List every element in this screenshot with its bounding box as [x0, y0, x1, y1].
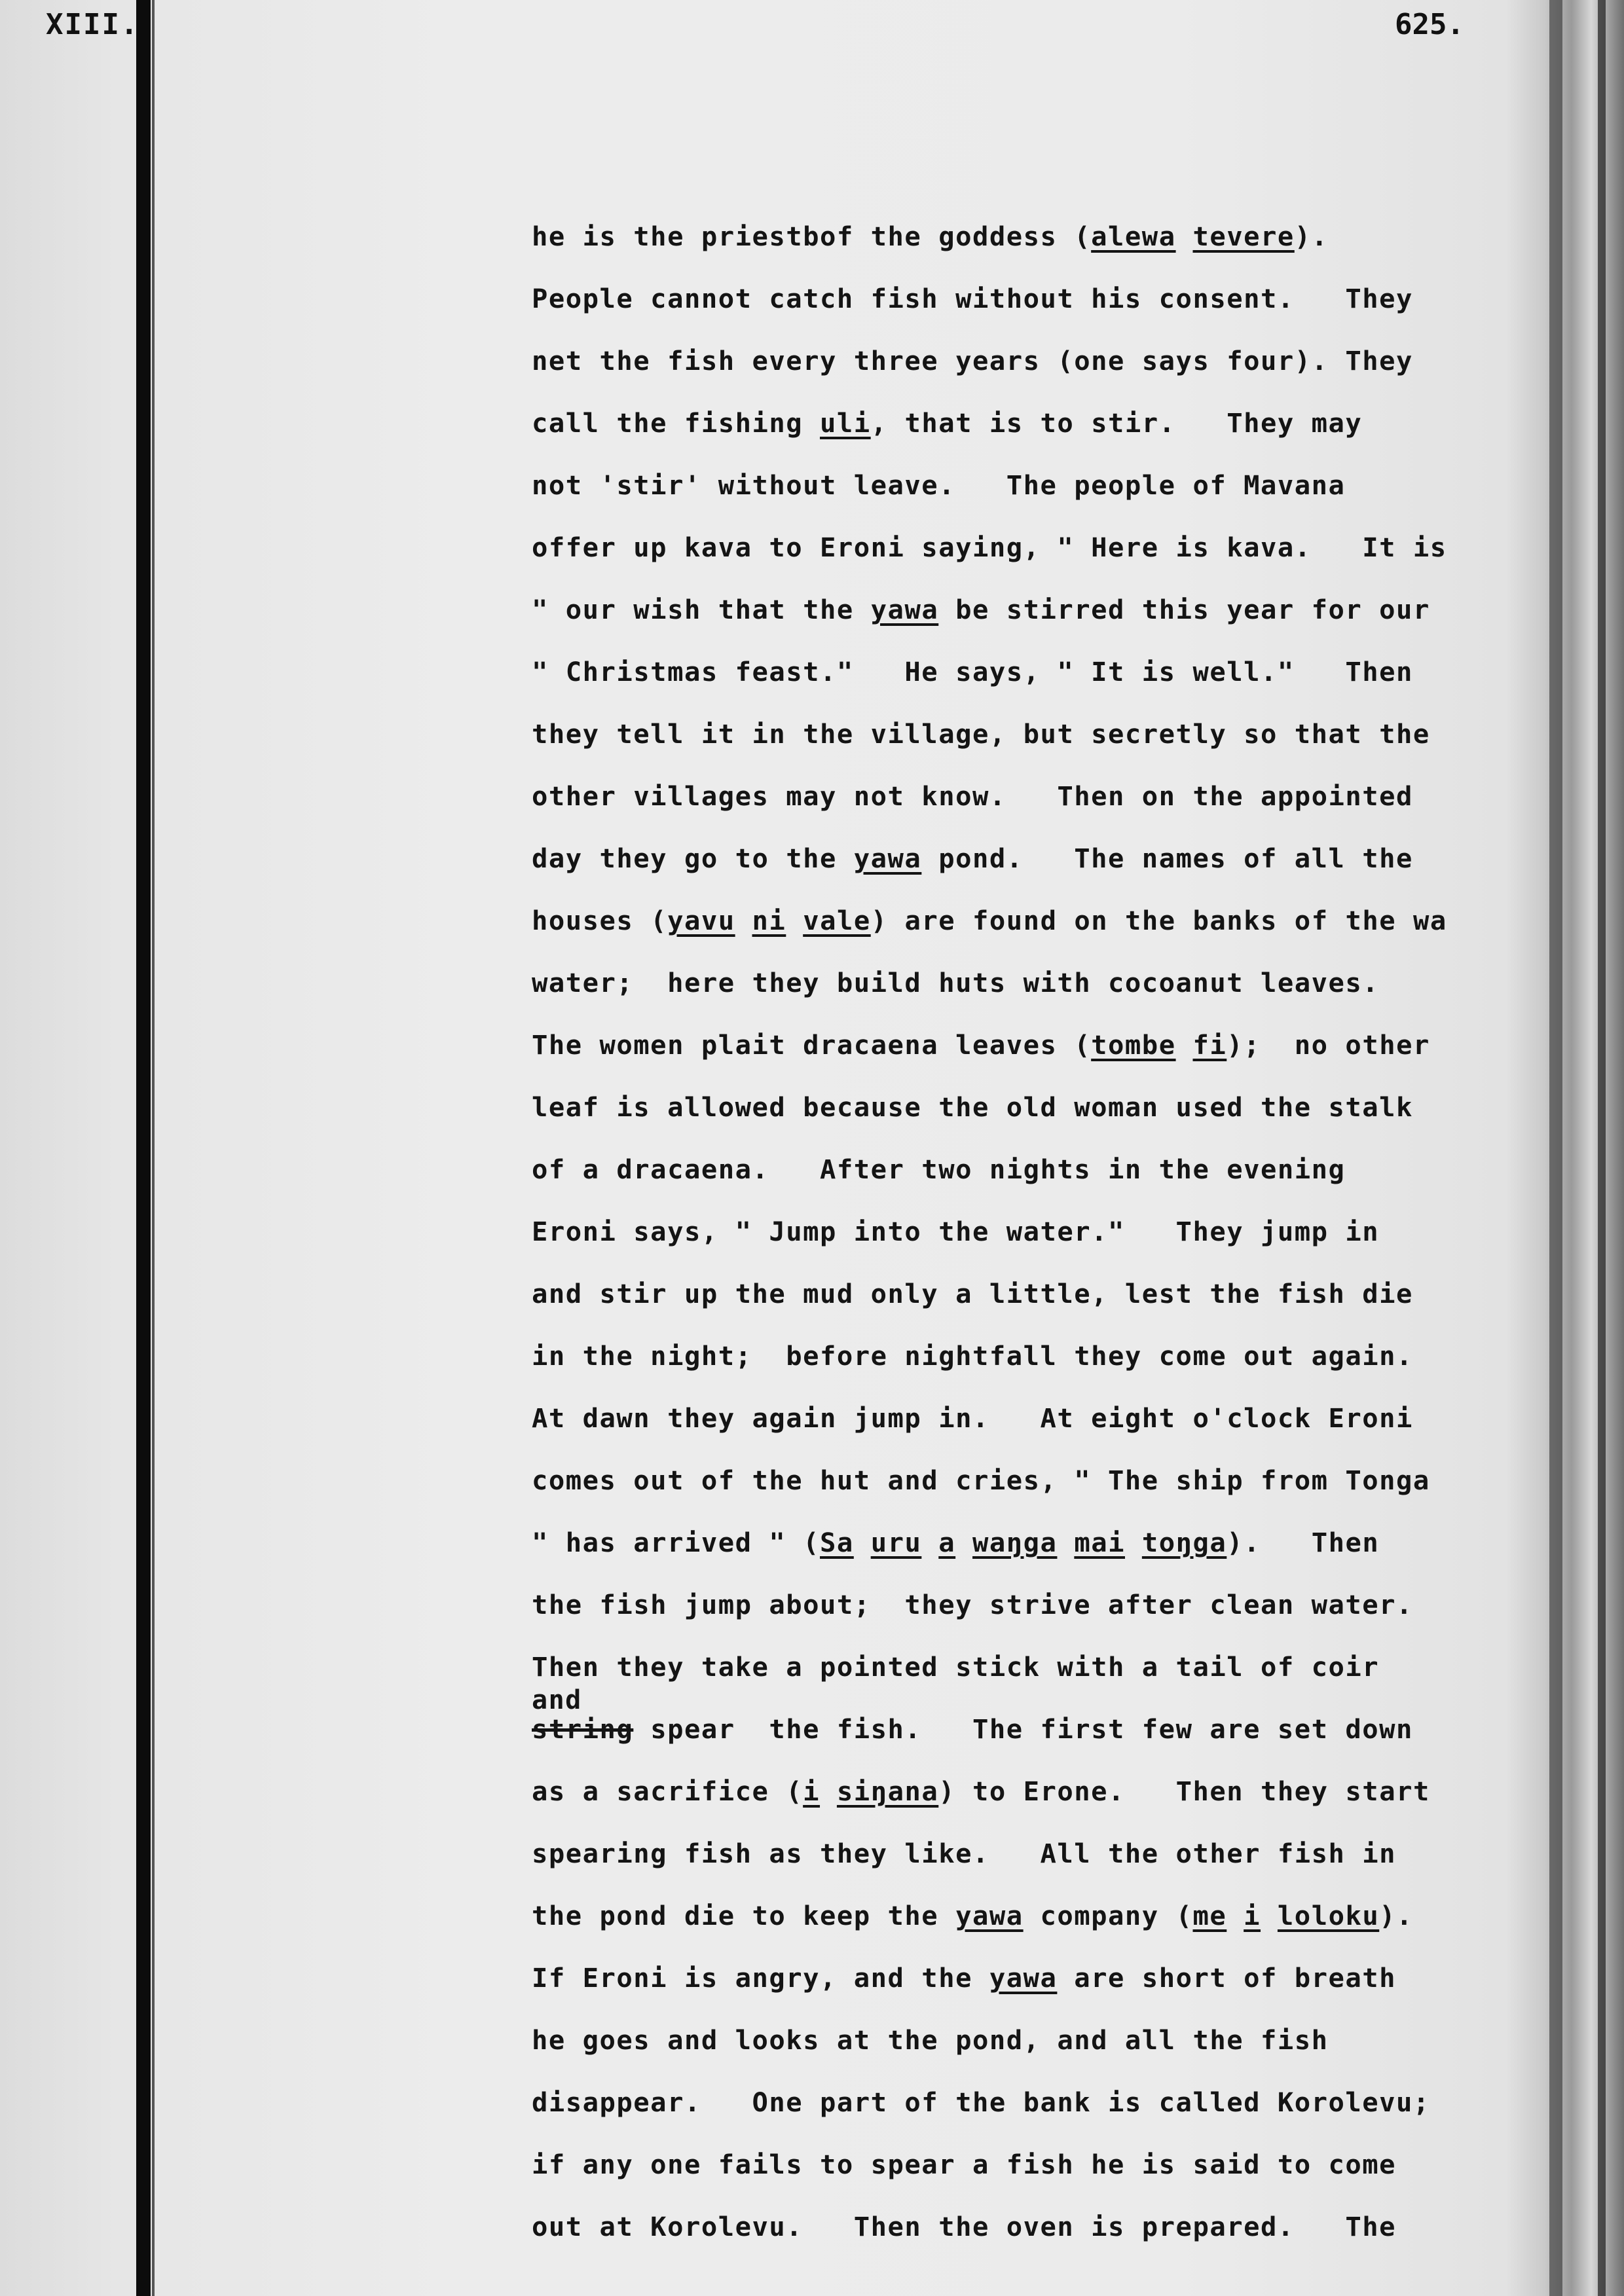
text-line — [532, 517, 1527, 579]
underlined-term: i — [803, 1776, 821, 1807]
text-run: houses ( — [532, 905, 668, 936]
underlined-term: ni — [752, 905, 786, 936]
text-run — [955, 1527, 972, 1558]
text-line — [532, 1449, 1527, 1512]
text-run: they tell it in the village, but secretly so that the — [532, 718, 1430, 750]
margin-rule — [136, 0, 151, 2296]
text-line — [532, 1512, 1527, 1574]
text-line — [532, 579, 1527, 641]
text-line — [532, 1201, 1527, 1263]
text-run: pond. The names of all the — [921, 843, 1413, 874]
margin-rule-shadow — [152, 0, 155, 2296]
text-run — [1176, 221, 1193, 252]
text-line — [532, 1387, 1527, 1449]
text-run: leaf is allowed because the old woman used the stalk — [532, 1091, 1413, 1123]
text-line — [532, 268, 1527, 330]
text-line — [532, 1574, 1527, 1636]
text-run: are short of breath — [1057, 1962, 1397, 1994]
text-line — [532, 1685, 1527, 1760]
text-run: ). Then — [1227, 1527, 1380, 1558]
text-run — [854, 1527, 871, 1558]
text-line — [532, 765, 1527, 828]
text-line — [532, 890, 1527, 952]
text-line — [532, 1139, 1527, 1201]
text-run: water; here they build huts with cocoanut leaves. — [532, 967, 1380, 998]
text-run: he goes and looks at the pond, and all the fish — [532, 2024, 1329, 2056]
text-run: if any one fails to spear a fish he is said to come — [532, 2149, 1397, 2180]
text-line — [532, 1636, 1527, 1698]
underlined-term: Sa — [820, 1527, 854, 1558]
text-line — [532, 392, 1527, 454]
text-line — [532, 703, 1527, 765]
text-line — [532, 1014, 1527, 1076]
text-run: " our wish that the — [532, 594, 871, 625]
page-edge-binding — [1598, 0, 1606, 2296]
text-line — [532, 952, 1527, 1014]
text-line — [532, 1076, 1527, 1139]
text-run: At dawn they again jump in. At eight o'clock Eroni — [532, 1402, 1413, 1434]
text-line — [532, 828, 1527, 890]
text-run: offer up kava to Eroni saying, " Here is kava. It is — [532, 532, 1447, 563]
text-run: ) are found on the banks of the wa — [870, 905, 1447, 936]
text-run — [820, 1776, 837, 1807]
text-run: be stirred this year for our — [938, 594, 1430, 625]
text-run — [1227, 1900, 1244, 1931]
text-run: day they go to the — [532, 843, 854, 874]
underlined-term: alewa — [1091, 221, 1176, 252]
underlined-term: me — [1192, 1900, 1227, 1931]
page-edge-shadow — [1549, 0, 1562, 2296]
underlined-term: i — [1244, 1900, 1261, 1931]
underlined-term: yavu — [667, 905, 735, 936]
handwritten-correction — [532, 1685, 634, 1745]
text-line — [532, 2134, 1527, 2196]
text-run: ) to Erone. Then they start — [938, 1776, 1430, 1807]
text-line — [532, 2009, 1527, 2071]
text-line — [532, 1760, 1527, 1823]
text-line — [532, 330, 1527, 392]
text-line — [532, 1263, 1527, 1325]
underlined-term: yawa — [955, 1900, 1024, 1931]
text-run: , that is to stir. They may — [870, 407, 1363, 439]
text-run: as a sacrifice ( — [532, 1776, 803, 1807]
text-line — [532, 1325, 1527, 1387]
text-line — [532, 1823, 1527, 1885]
text-line — [532, 454, 1527, 517]
text-run: not 'stir' without leave. The people of Mavana — [532, 469, 1346, 501]
typescript-body — [532, 206, 1527, 2258]
underlined-term: mai — [1074, 1527, 1125, 1558]
text-run: in the night; before nightfall they come out again. — [532, 1340, 1413, 1372]
text-line — [532, 641, 1527, 703]
text-run: disappear. One part of the bank is called Korolevu; — [532, 2086, 1430, 2118]
text-run — [1057, 1527, 1074, 1558]
text-run: of a dracaena. After two nights in the evening — [532, 1154, 1346, 1185]
underlined-term: toŋga — [1141, 1527, 1227, 1558]
underlined-term: waŋga — [972, 1527, 1058, 1558]
underlined-term: yawa — [853, 843, 922, 874]
text-run: " has arrived " ( — [532, 1527, 821, 1558]
underlined-term: siŋana — [836, 1776, 939, 1807]
text-run: and stir up the mud only a little, lest the fish die — [532, 1278, 1413, 1309]
text-run: net the fish every three years (one says four). They — [532, 345, 1413, 376]
text-run: he is the priestbof the goddess ( — [532, 221, 1092, 252]
text-run: call the fishing — [532, 407, 821, 439]
underlined-term: uru — [870, 1527, 922, 1558]
text-run — [786, 905, 803, 936]
text-line — [532, 1947, 1527, 2009]
text-run: the fish jump about; they strive after clean water. — [532, 1589, 1413, 1620]
text-run: ). — [1294, 221, 1329, 252]
text-run: other villages may not know. Then on the appointed — [532, 780, 1413, 812]
underlined-term: yawa — [989, 1962, 1058, 1994]
text-run: People cannot catch fish without his consent. They — [532, 283, 1413, 314]
text-run: The women plait dracaena leaves ( — [532, 1029, 1092, 1061]
text-line — [532, 2196, 1527, 2258]
text-run: Then they take a pointed stick with a tail of coir — [532, 1651, 1380, 1683]
underlined-term: loloku — [1277, 1900, 1380, 1931]
text-run: spear the fish. The first few are set down — [633, 1713, 1413, 1745]
text-run — [1176, 1029, 1193, 1061]
text-run: company ( — [1023, 1900, 1193, 1931]
underlined-term: tombe — [1091, 1029, 1176, 1061]
text-run: the pond die to keep the — [532, 1900, 956, 1931]
text-line — [532, 206, 1527, 268]
text-run: comes out of the hut and cries, " The ship from Tonga — [532, 1465, 1430, 1496]
chapter-number: XIII. — [46, 8, 139, 41]
text-run: spearing fish as they like. All the other fish in — [532, 1838, 1397, 1869]
text-run: out at Korolevu. Then the oven is prepared. The — [532, 2211, 1397, 2242]
underlined-term: a — [938, 1527, 956, 1558]
text-run — [735, 905, 752, 936]
text-line — [532, 1885, 1527, 1947]
text-run — [1125, 1527, 1142, 1558]
inserted-word: and — [532, 1685, 582, 1715]
underlined-term: tevere — [1192, 221, 1295, 252]
underlined-term: yawa — [870, 594, 939, 625]
page-number: 625. — [1395, 8, 1464, 41]
text-run: " Christmas feast." He says, " It is well." Then — [532, 656, 1413, 687]
text-run: Eroni says, " Jump into the water." They jump in — [532, 1216, 1380, 1247]
underlined-term: fi — [1192, 1029, 1227, 1061]
text-run: ); no other — [1227, 1029, 1430, 1061]
text-run — [921, 1527, 938, 1558]
underlined-term: vale — [803, 905, 871, 936]
underlined-term: uli — [820, 407, 871, 439]
text-line — [532, 2071, 1527, 2134]
text-run: If Eroni is angry, and the — [532, 1962, 989, 1994]
text-run: ). — [1379, 1900, 1414, 1931]
struck-word: string — [532, 1713, 634, 1745]
text-run — [1261, 1900, 1278, 1931]
